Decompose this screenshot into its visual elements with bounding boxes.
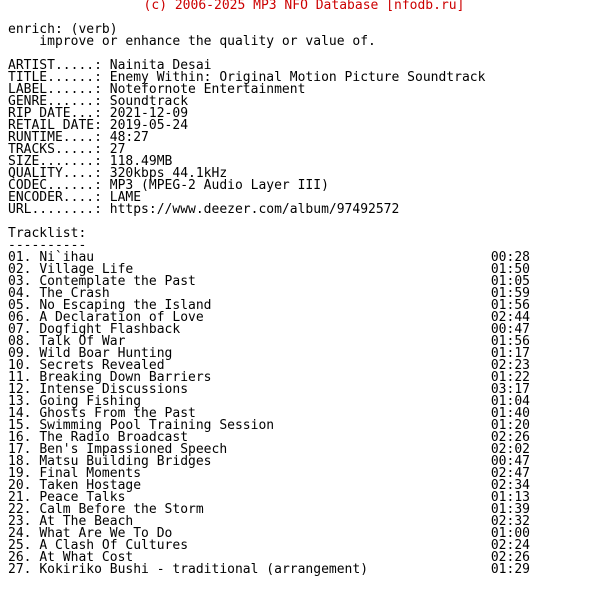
track-title: Wild Boar Hunting [39,346,173,361]
track-number: 15. [8,418,32,433]
track-entry [8,564,368,576]
info-label: SIZE.......: [8,154,110,169]
track-title: Ni`ihau [39,250,95,265]
info-label: URL........: [8,202,110,217]
track-number: 21. [8,490,32,505]
track-duration: 01:04 [490,394,530,409]
track-duration: 01:05 [490,274,530,289]
track-title: Matsu Building Bridges [39,454,212,469]
track-number: 19. [8,466,32,481]
track-title: Dogfight Flashback [39,322,181,337]
track-number: 22. [8,502,32,517]
track-number: 03. [8,274,32,289]
info-value: 320kbps 44.1kHz [109,166,228,181]
track-number: 17. [8,442,32,457]
track-duration: 01:22 [490,370,530,385]
track-title: A Clash Of Cultures [39,538,189,553]
track-number: 06. [8,310,32,325]
track-duration: 02:47 [490,466,530,481]
track-title: Contemplate the Past [39,274,196,289]
track-duration: 02:34 [490,478,530,493]
track-number: 26. [8,550,32,565]
track-number: 10. [8,358,32,373]
track-title: Taken Hostage [39,478,142,493]
info-label: GENRE......: [8,94,110,109]
track-title: What Are We To Do [39,526,173,541]
track-title: At The Beach [39,514,134,529]
info-label: TRACKS.....: [8,142,110,157]
track-number: 09. [8,346,32,361]
track-title: Secrets Revealed [39,358,165,373]
track-number: 08. [8,334,32,349]
track-number: 13. [8,394,32,409]
track-duration: 01:00 [490,526,530,541]
track-duration: 02:26 [490,550,530,565]
track-duration: 02:44 [490,310,530,325]
info-label: RIP DATE...: [8,106,110,121]
info-value: MP3 (MPEG-2 Audio Layer III) [109,178,329,193]
track-number: 02. [8,262,32,277]
track-duration: 01:40 [490,406,530,421]
definition-meaning: improve or enhance the quality or value of. [8,34,376,49]
track-duration: 01:56 [490,334,530,349]
info-value: 118.49MB [109,154,173,169]
track-title: Going Fishing [39,394,142,409]
track-number: 07. [8,322,32,337]
info-label: ENCODER....: [8,190,110,205]
track-title: Calm Before the Storm [39,502,204,517]
track-duration: 00:47 [490,454,530,469]
info-value: Nainita Desai [109,58,212,73]
track-duration: 00:28 [490,250,530,265]
site-header: (c) 2006-2025 MP3 NFO Database [nfodb.ru] [143,0,465,13]
track-title: Swimming Pool Training Session [39,418,275,433]
track-duration: 01:56 [490,298,530,313]
track-number: 11. [8,370,32,385]
track-duration: 02:26 [490,430,530,445]
track-duration: 01:29 [490,562,530,577]
info-row [8,204,399,216]
track-number: 04. [8,286,32,301]
track-duration: 03:17 [490,382,530,397]
track-title: Village Life [39,262,134,277]
info-value: LAME [109,190,142,205]
track-duration: 00:47 [490,322,530,337]
track-duration: 01:13 [490,490,530,505]
track-title: Kokiriko Bushi - traditional (arrangement) [39,562,369,577]
info-value: 2019-05-24 [109,118,189,133]
info-value: 27 [109,142,126,157]
info-label: TITLE......: [8,70,110,85]
info-value: Notefornote Entertainment [109,82,306,97]
track-number: 18. [8,454,32,469]
track-duration: 02:32 [490,514,530,529]
track-title: Intense Discussions [39,382,189,397]
info-value: 2021-12-09 [109,106,189,121]
track-title: A Declaration of Love [39,310,204,325]
track-title: No Escaping the Island [39,298,212,313]
track-title: Talk Of War [39,334,126,349]
track-duration: 02:24 [490,538,530,553]
info-value: Soundtrack [109,94,189,109]
info-label: RUNTIME....: [8,130,110,145]
track-title: The Radio Broadcast [39,430,189,445]
track-number: 12. [8,382,32,397]
track-title: Ben's Impassioned Speech [39,442,228,457]
track-title: Peace Talks [39,490,126,505]
track-number: 20. [8,478,32,493]
track-title: Final Moments [39,466,142,481]
info-value: Enemy Within: Original Motion Picture Soundtrack [109,70,486,85]
track-duration: 02:23 [490,358,530,373]
track-duration: 01:59 [490,286,530,301]
info-label: LABEL......: [8,82,110,97]
definition-term: enrich: (verb) [8,22,118,37]
track-title: At What Cost [39,550,134,565]
info-label: QUALITY....: [8,166,110,181]
track-number: 25. [8,538,32,553]
info-value: 48:27 [109,130,149,145]
track-title: Breaking Down Barriers [39,370,212,385]
track-duration: 01:50 [490,262,530,277]
track-duration: 01:20 [490,418,530,433]
track-duration: 01:17 [490,346,530,361]
info-label: RETAIL DATE: [8,118,110,133]
info-value: https://www.deezer.com/album/97492572 [109,202,400,217]
track-number: 05. [8,298,32,313]
track-number: 01. [8,250,32,265]
track-duration: 01:39 [490,502,530,517]
info-label: CODEC......: [8,178,110,193]
tracklist-rule: ---------- [8,238,87,253]
track-title: The Crash [39,286,110,301]
track-number: 14. [8,406,32,421]
track-number: 24. [8,526,32,541]
info-label: ARTIST.....: [8,58,110,73]
track-duration: 02:02 [490,442,530,457]
tracklist-heading: Tracklist: [8,226,87,241]
track-title: Ghosts From the Past [39,406,196,421]
track-number: 16. [8,430,32,445]
track-number: 23. [8,514,32,529]
track-number: 27. [8,562,32,577]
